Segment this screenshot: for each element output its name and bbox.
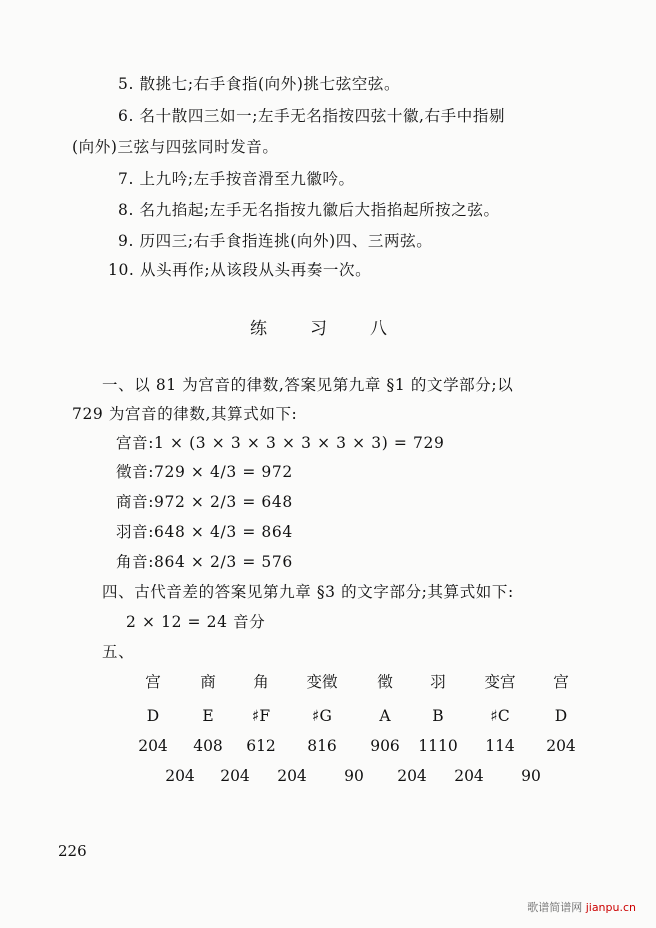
formula-shang: 商音:972 × 2/3 = 648 [116,493,293,511]
scale-cents-cell: 408 [193,737,223,755]
scale-intervals-cell: 204 [397,767,427,785]
note-7: 7. 上九吟;左手按音滑至九徽吟。 [118,170,355,188]
paragraph-line: 一、以 81 为宫音的律数,答案见第九章 §1 的文学部分;以 [102,376,514,394]
formula-gong: 宫音:1 × (3 × 3 × 3 × 3 × 3 × 3) = 729 [116,434,445,452]
note-5: 5. 散挑七;右手食指(向外)挑七弦空弦。 [118,75,401,93]
formula-jue: 角音:864 × 2/3 = 576 [116,553,293,571]
scale-degrees-cell: 商 [200,673,216,691]
title-char: 八 [370,319,387,339]
scale-notes-cell: A [379,707,391,725]
watermark-site: 歌谱简谱网 [527,901,583,914]
scale-degrees-cell: 变徵 [306,673,338,691]
scale-intervals-cell: 204 [454,767,484,785]
scale-cents-cell: 612 [246,737,276,755]
scale-cents-cell: 114 [485,737,515,755]
title-char: 习 [310,319,327,339]
scale-notes-cell: D [554,707,568,725]
section-title [250,314,430,339]
watermark [527,899,636,915]
scale-degrees-cell: 宫 [553,673,569,691]
scale-intervals-cell: 90 [344,767,364,785]
note-6: 6. 名十散四三如一;左手无名指按四弦十徽,右手中指剔 [118,107,506,125]
scale-cents-cell: 204 [138,737,168,755]
scale-cents-cell: 204 [546,737,576,755]
scale-cents-cell: 1110 [418,737,458,755]
note-9: 9. 历四三;右手食指连挑(向外)四、三两弦。 [118,232,433,250]
item-5: 五、 [102,643,135,661]
scale-cents-cell: 816 [307,737,337,755]
note-10: 10. 从头再作;从该段从头再奏一次。 [108,261,372,279]
scale-notes-cell: D [146,707,160,725]
scale-degrees-cell: 角 [253,673,269,691]
note-6-cont: (向外)三弦与四弦同时发音。 [72,138,279,156]
scale-notes-cell: B [432,707,444,725]
item-4-formula: 2 × 12 = 24 音分 [126,613,266,631]
formula-zhi: 徵音:729 × 4/3 = 972 [116,463,293,481]
scale-intervals-cell: 204 [220,767,250,785]
item-4: 四、古代音差的答案见第九章 §3 的文字部分;其算式如下: [102,583,514,601]
note-8: 8. 名九掐起;左手无名指按九徽后大指掐起所按之弦。 [118,201,500,219]
scale-degrees-cell: 宫 [145,673,161,691]
scale-degrees-cell: 羽 [430,673,446,691]
paragraph-line: 729 为宫音的律数,其算式如下: [72,405,298,423]
scale-degrees-cell: 变宫 [484,673,516,691]
scale-notes-cell: ♯C [490,707,510,725]
title-char: 练 [250,319,267,339]
watermark-url: jianpu.cn [585,901,636,914]
formula-yu: 羽音:648 × 4/3 = 864 [116,523,293,541]
scale-degrees-cell: 徵 [377,673,393,691]
scale-notes-cell: ♯G [312,707,332,725]
scale-notes-cell: ♯F [251,707,271,725]
scale-notes-cell: E [202,707,214,725]
scale-intervals-cell: 90 [521,767,541,785]
scale-cents-cell: 906 [370,737,400,755]
page-number: 226 [58,842,87,860]
scale-intervals-cell: 204 [277,767,307,785]
scale-intervals-cell: 204 [165,767,195,785]
